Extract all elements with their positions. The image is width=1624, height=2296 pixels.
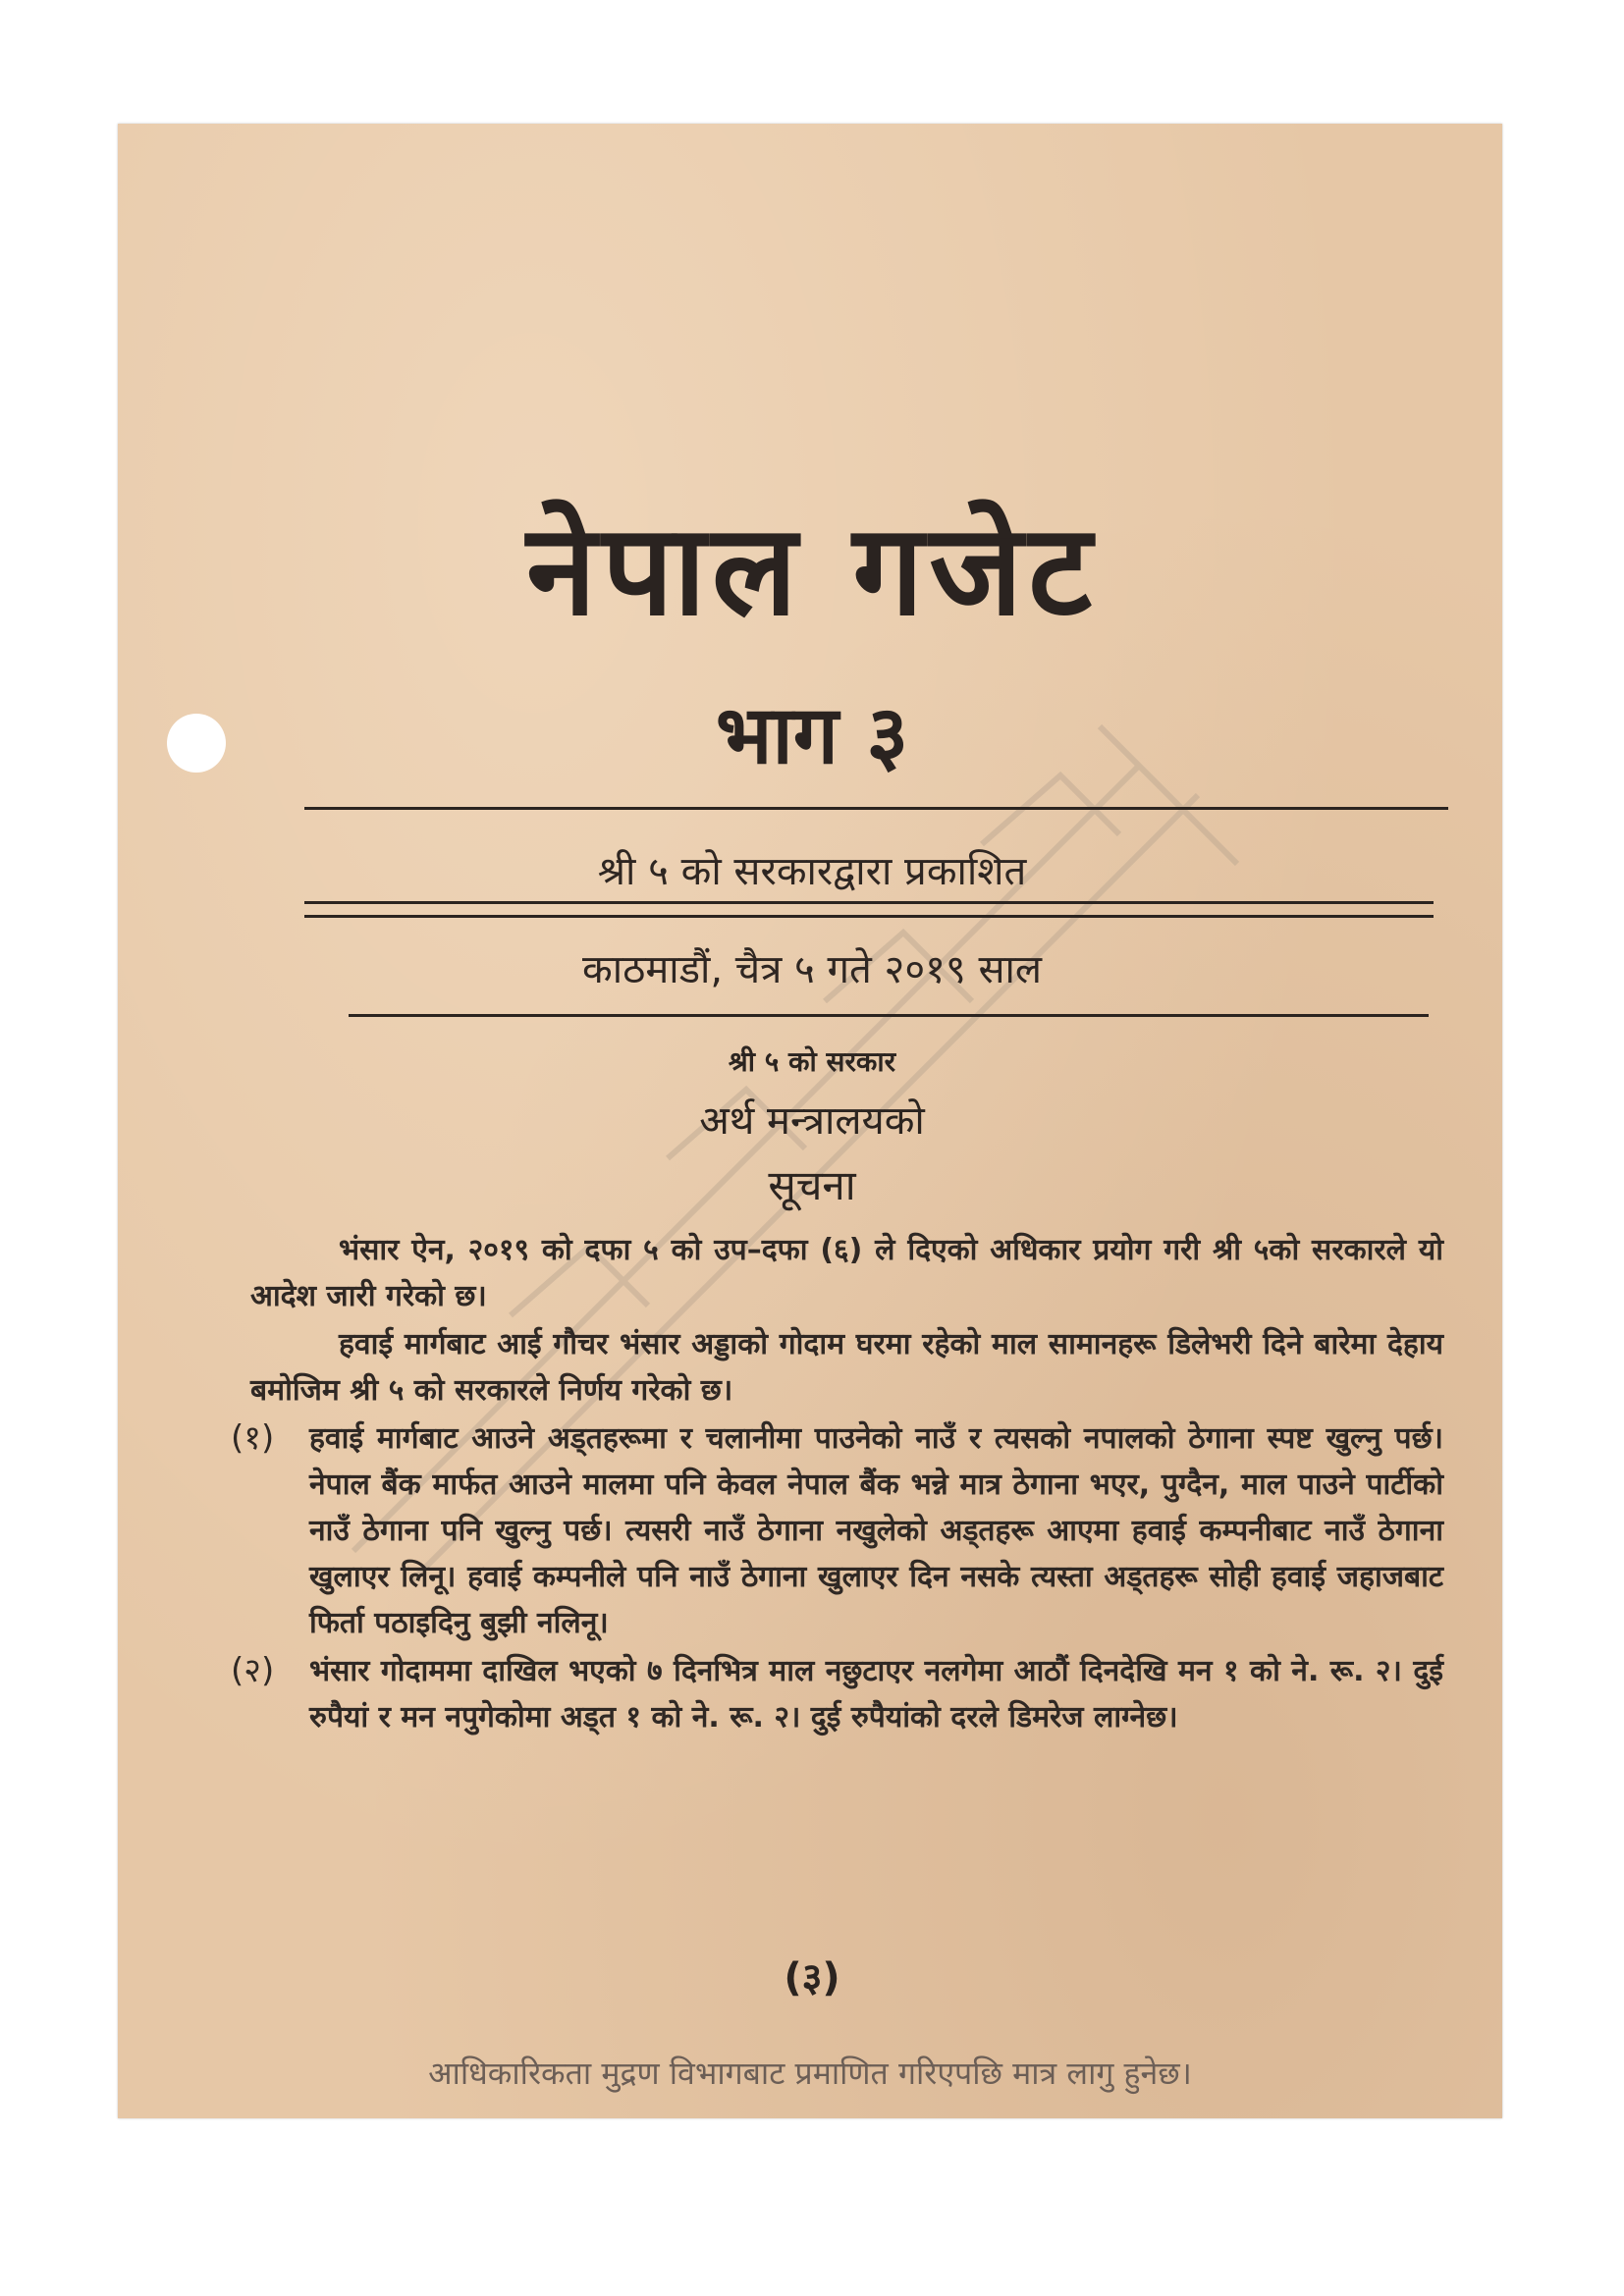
notice-heading: सूचना xyxy=(768,1161,856,1209)
page-number: (३) xyxy=(784,1955,840,2001)
item-number: (२) xyxy=(231,1651,275,1690)
paragraph-1: भंसार ऐन, २०१९ को दफा ५ को उप–दफा (६) ले दिएको अधिकार प्रयोग गरी श्री ५को सरकारले यो आदेश जारी गरेको छ। xyxy=(250,1233,1443,1313)
gazette-part: भाग ३ xyxy=(715,689,909,782)
notice-body xyxy=(231,1227,1443,1740)
divider-double-1 xyxy=(304,901,1434,904)
gazette-title: नेपाल गजेट xyxy=(526,498,1098,644)
government-label: श्री ५ को सरकार xyxy=(728,1045,896,1078)
item-text: हवाई मार्गबाट आउने अड्‌तहरूमा र चलानीमा पाउनेको नाउँ र त्यसको नपालको ठेगाना स्पष्ट खुल्नु पर्छ। नेपाल बैंक मार्फत आउने मालमा पनि केवल नेपाल बैंक भन्ने मात्र ठेगाना भएर, पुग्दैन, माल पाउने पार्टीको नाउँ ठेगाना पनि खुल्नु पर्छ। त्यसरी नाउँ ठेगाना नखुलेको अड्‌तहरू आएमा हवाई कम्पनीबाट नाउँ ठेगाना खुलाएर लिनू। हवाई कम्पनीले पनि नाउँ ठेगाना खुलाएर दिन नसके त्यस्ता अड्‌तहरू सोही हवाई जहाजबाट फिर्ता पठाइदिनु बुझी नलिनू। xyxy=(309,1421,1443,1640)
item-text: भंसार गोदाममा दाखिल भएको ७ दिनभित्र माल नछुटाएर नलगेमा आठौं दिनदेखि मन १ को ने. रू. २। दुई रुपैयां र मन नपुगेकोमा अड्‌त १ को ने. रू. २। दुई रुपैयांको दरले डिमरेज लाग्नेछ। xyxy=(309,1654,1443,1735)
list-item xyxy=(231,1415,1443,1646)
footer-note: आधिकारिकता मुद्रण विभागबाट प्रमाणित गरिएपछि मात्र लागु हुनेछ। xyxy=(428,2055,1192,2092)
divider-bottom xyxy=(349,1014,1429,1017)
item-number: (१) xyxy=(231,1418,275,1458)
divider-double-2 xyxy=(304,915,1434,918)
publisher-line: श्री ५ को सरकारद्वारा प्रकाशित xyxy=(597,849,1027,894)
divider-top xyxy=(304,807,1448,810)
paragraph-2: हवाई मार्गबाट आई गौचर भंसार अड्डाको गोदाम घरमा रहेको माल सामानहरू डिलेभरी दिने बारेमा देहाय बमोजिम श्री ५ को सरकारले निर्णय गरेको छ। xyxy=(250,1327,1443,1408)
list-item xyxy=(231,1648,1443,1740)
dateline: काठमाडौं, चैत्र ५ गते २०१९ साल xyxy=(582,947,1042,992)
ministry-label: अर्थ मन्त्रालयको xyxy=(699,1098,925,1144)
